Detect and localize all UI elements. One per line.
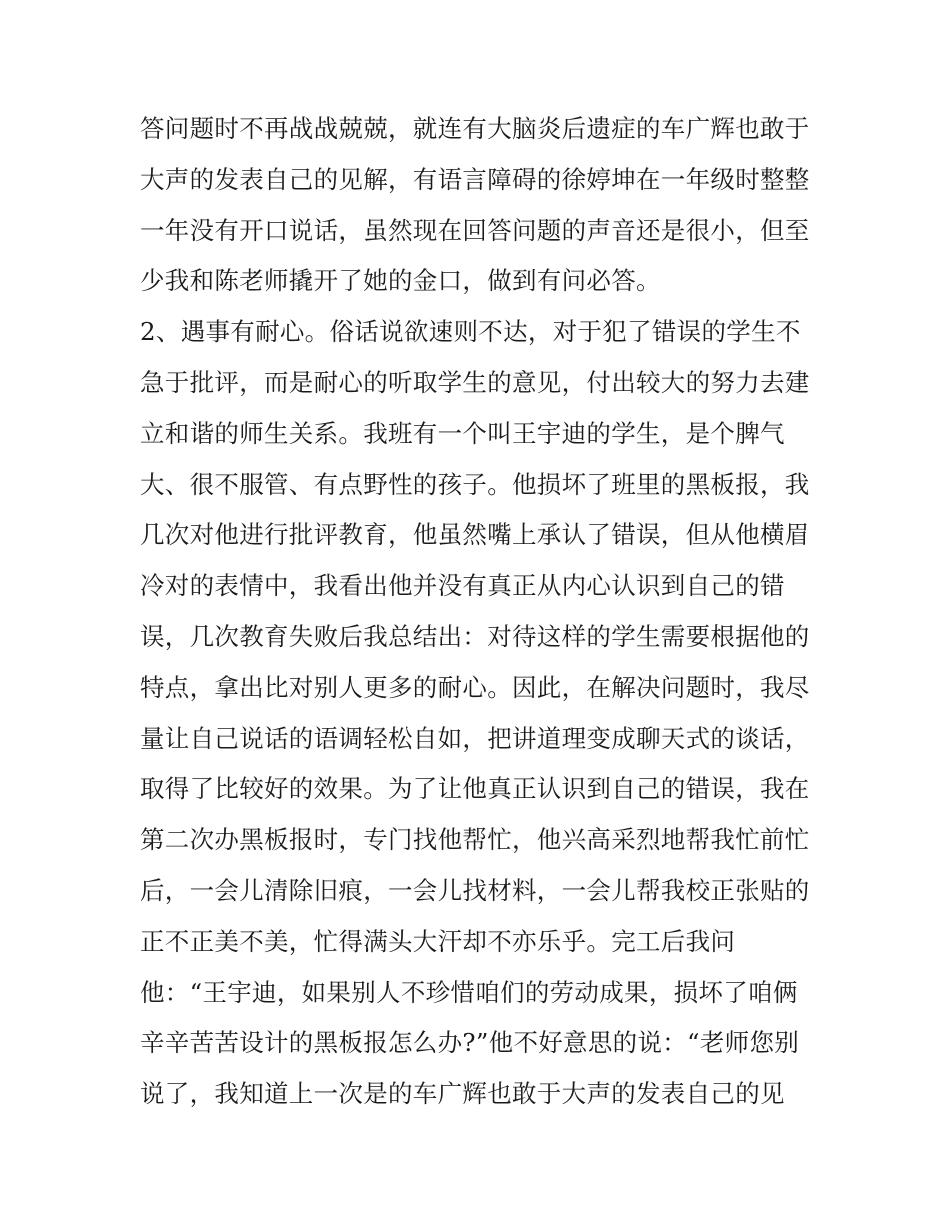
text-line: 一年没有开口说话，虽然现在回答问题的声音还是很小，但至 <box>140 215 810 245</box>
text-line: 大、很不服管、有点野性的孩子。他损坏了班里的黑板报，我 <box>140 469 810 499</box>
text-line: 特点，拿出比对别人更多的耐心。因此，在解决问题时，我尽 <box>140 672 810 702</box>
text-line: 立和谐的师生关系。我班有一个叫王宇迪的学生，是个脾气 <box>140 418 785 448</box>
text-line: 取得了比较好的效果。为了让他真正认识到自己的错误，我在 <box>140 774 810 804</box>
text-line: 辛辛苦苦设计的黑板报怎么办?”他不好意思的说：“老师您别 <box>140 1028 800 1058</box>
text-line: 第二次办黑板报时，专门找他帮忙，他兴高采烈地帮我忙前忙 <box>140 825 810 855</box>
text-line: 冷对的表情中，我看出他并没有真正从内心认识到自己的错 <box>140 571 785 601</box>
text-line: 几次对他进行批评教育，他虽然嘴上承认了错误，但从他横眉 <box>140 520 810 550</box>
text-line: 少我和陈老师撬开了她的金口，做到有问必答。 <box>140 266 661 296</box>
text-line: 量让自己说话的语调轻松自如，把讲道理变成聊天式的谈话， <box>140 723 810 753</box>
text-line: 他：“王宇迪，如果别人不珍惜咱们的劳动成果，损坏了咱俩 <box>140 977 798 1007</box>
text-line: 急于批评，而是耐心的听取学生的意见，付出较大的努力去建 <box>140 367 810 397</box>
body-text <box>140 104 820 1120</box>
text-line: 答问题时不再战战兢兢，就连有大脑炎后遗症的车广辉也敢于 <box>140 114 810 143</box>
text-line: 后，一会儿清除旧痕，一会儿找材料，一会儿帮我校正张贴的 <box>140 875 810 905</box>
text-line: 2、遇事有耐心。俗话说欲速则不达，对于犯了错误的学生不 <box>140 317 801 347</box>
text-line: 误，几次教育失败后我总结出：对待这样的学生需要根据他的 <box>140 621 810 651</box>
text-line: 大声的发表自己的见解，有语言障碍的徐婷坤在一年级时整整 <box>140 164 810 194</box>
text-line: 说了，我知道上一次是的车广辉也敢于大声的发表自己的见 <box>140 1079 785 1109</box>
text-line: 正不正美不美，忙得满头大汗却不亦乐乎。完工后我问 <box>140 926 736 956</box>
